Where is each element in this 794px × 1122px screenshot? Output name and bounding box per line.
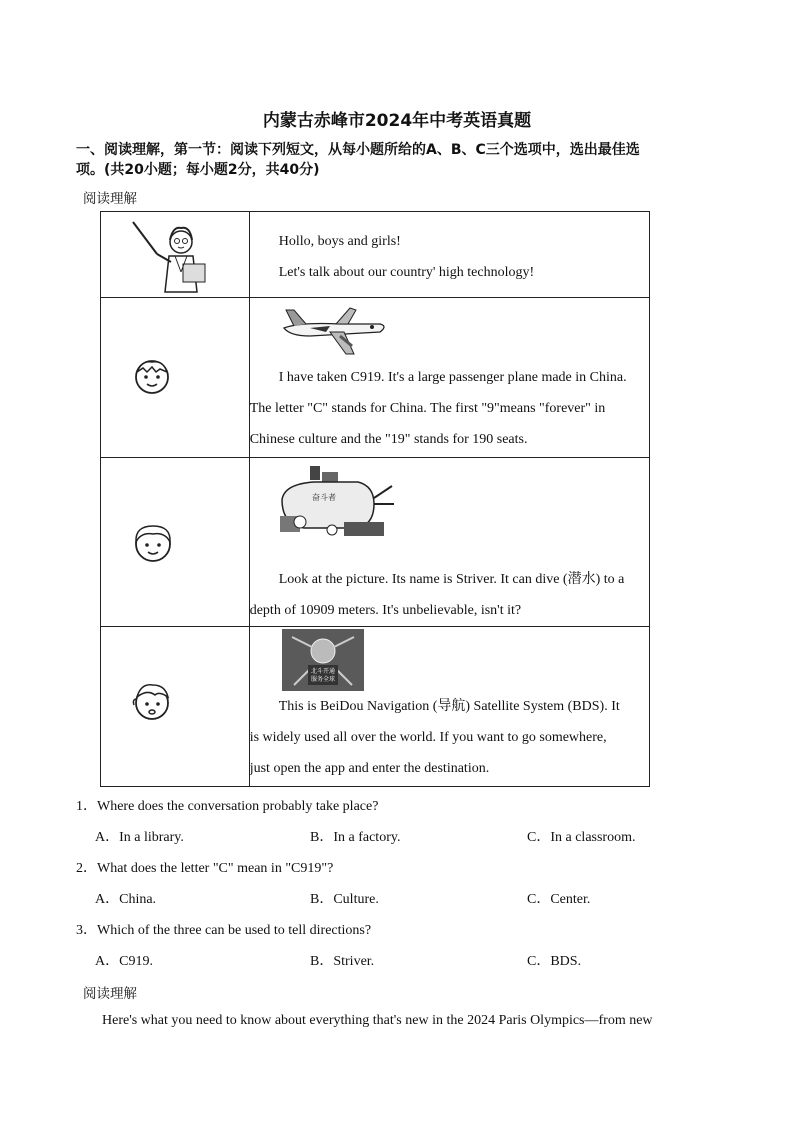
text-cell bbox=[249, 212, 649, 298]
question-1-stem: 1．Where does the conversation probably take place? bbox=[76, 799, 379, 814]
kid-face-icon bbox=[129, 677, 175, 725]
passage-first-line: Here's what you need to know about everything that's new in the 2024 Paris Olympics—from new bbox=[102, 1013, 653, 1028]
row2-line3: Chinese culture and the "19" stands for 190 seats. bbox=[249, 432, 528, 447]
picture-cell bbox=[101, 458, 250, 627]
picture-cell bbox=[101, 298, 250, 458]
row4-line2: is widely used all over the world. If you want to go somewhere, bbox=[249, 730, 607, 745]
boy-face-icon bbox=[130, 356, 174, 396]
table-row bbox=[101, 458, 650, 627]
picture-cell bbox=[101, 212, 250, 298]
question-3-option-a: A．C919. bbox=[95, 954, 153, 969]
striver-submersible-icon bbox=[274, 464, 398, 552]
section-instructions-line1: 一、阅读理解，第一节：阅读下列短文，从每小题所给的A、B、C三个选项中，选出最佳选 bbox=[76, 142, 640, 158]
question-2-stem: 2．What does the letter "C" mean in "C919"? bbox=[76, 861, 334, 876]
row3-line1: Look at the picture. Its name is Striver. It can dive (潜水) to a bbox=[278, 572, 625, 587]
question-1-option-c: C．In a classroom. bbox=[527, 830, 636, 845]
text-cell bbox=[249, 298, 649, 458]
section-label-reading-2: 阅读理解 bbox=[83, 986, 137, 1002]
text-cell bbox=[249, 627, 649, 787]
row2-line2: The letter "C" stands for China. The first "9"means "forever" in bbox=[249, 401, 606, 416]
question-1-option-a: A．In a library. bbox=[95, 830, 184, 845]
section-instructions-line2: 项。(共20小题；每小题2分，共40分) bbox=[76, 162, 320, 178]
table-row bbox=[101, 212, 650, 298]
beidou-satellite-image bbox=[282, 629, 364, 691]
document-title: 内蒙古赤峰市2024年中考英语真题 bbox=[262, 111, 532, 131]
table-row bbox=[101, 298, 650, 458]
row1-line1: Hollo, boys and girls! bbox=[278, 234, 401, 249]
c919-plane-icon bbox=[280, 302, 392, 360]
text-cell bbox=[249, 458, 649, 627]
question-2-option-b: B．Culture. bbox=[310, 892, 379, 907]
row3-line2: depth of 10909 meters. It's unbelievable, isn't it? bbox=[249, 603, 522, 618]
row1-line2: Let's talk about our country' high technology! bbox=[278, 265, 535, 280]
question-2-option-a: A．China. bbox=[95, 892, 157, 907]
question-2-option-c: C．Center. bbox=[527, 892, 591, 907]
question-3-stem: 3．Which of the three can be used to tell directions? bbox=[76, 923, 372, 938]
teacher-illustration bbox=[129, 216, 219, 296]
reading-table bbox=[100, 211, 650, 787]
row4-line3: just open the app and enter the destination. bbox=[249, 761, 490, 776]
row4-line1: This is BeiDou Navigation (导航) Satellite System (BDS). It bbox=[278, 699, 620, 714]
section-label-reading-1: 阅读理解 bbox=[83, 191, 137, 207]
picture-cell bbox=[101, 627, 250, 787]
row2-line1: I have taken C919. It's a large passenger plane made in China. bbox=[278, 370, 627, 385]
beidou-image-text1: 北斗开通 bbox=[310, 668, 335, 675]
question-3-option-c: C．BDS. bbox=[527, 954, 582, 969]
striver-name-label: 奋斗者 bbox=[311, 493, 336, 502]
girl-face-icon bbox=[129, 520, 177, 566]
beidou-image-text2: 服务全球 bbox=[310, 676, 335, 683]
table-row bbox=[101, 627, 650, 787]
question-1-option-b: B．In a factory. bbox=[310, 830, 401, 845]
question-3-option-b: B．Striver. bbox=[310, 954, 375, 969]
